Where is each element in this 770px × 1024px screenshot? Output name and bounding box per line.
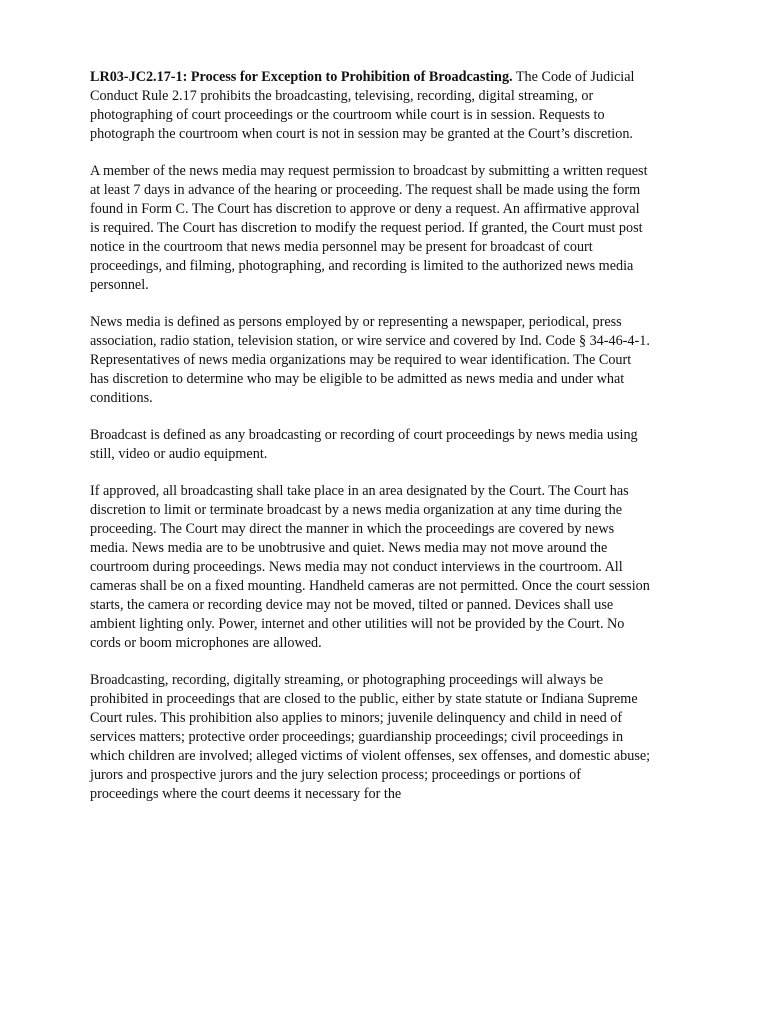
paragraph-news-media-definition: News media is defined as persons employed by or representing a newspaper, periodical, press association, radio station, television station, or wire service and covered by Ind. Code § 34-46-4-1. Representatives of news media organizations may be required to wear identification. The Court has discretion to determine who may be eligible to be admitted as news media and under what conditions. <box>90 314 650 406</box>
rule-heading: LR03-JC2.17-1: Process for Exception to Prohibition of Broadcasting. <box>90 69 513 85</box>
paragraph-prohibitions: Broadcasting, recording, digitally streaming, or photographing proceedings will always be prohibited in proceedings that are closed to the public, either by state statute or Indiana Supreme Court rules. This prohibition also applies to minors; juvenile delinquency and child in need of services matters; protective order proceedings; guardianship proceedings; civil proceedings in which children are involved; alleged victims of violent offenses, sex offenses, and domestic abuse; jurors and prospective jurors and the jury selection process; proceedings or portions of proceedings where the court deems it necessary for the <box>90 672 651 802</box>
paragraph-approval-conditions: If approved, all broadcasting shall take place in an area designated by the Court. The Court has discretion to limit or terminate broadcast by a news media organization at any time during the proceeding. The Court may direct the manner in which the proceedings are covered by news media. News media are to be unobtrusive and quiet. News media may not move around the courtroom during proceedings. News media may not conduct interviews in the courtroom. All cameras shall be on a fixed mounting. Handheld cameras are not permitted. Once the court session starts, the camera or recording device may not be moved, tilted or panned. Devices shall use ambient lighting only. Power, internet and other utilities will not be provided by the Court. No cords or boom microphones are allowed. <box>90 483 650 651</box>
paragraph-request-process: A member of the news media may request permission to broadcast by submitting a written request at least 7 days in advance of the hearing or proceeding. The request shall be made using the form found in Form C. The Court has discretion to approve or deny a request. An affirmative approval is required. The Court has discretion to modify the request period. If granted, the Court must post notice in the courtroom that news media personnel may be present for broadcast of court proceedings, and filming, photographing, and recording is limited to the authorized news media personnel. <box>90 163 648 293</box>
paragraph-broadcast-definition: Broadcast is defined as any broadcasting or recording of court proceedings by news media using still, video or audio equipment. <box>90 427 638 462</box>
paragraph-text: The Code of Judicial Conduct Rule 2.17 prohibits the broadcasting, televising, recording, digital streaming, or photographing of court proceedings or the courtroom while court is in session. Requests to photograph the courtroom when court is not in session may be granted at the Court’s discretion. <box>90 69 635 142</box>
paragraph-rule-intro <box>90 68 652 144</box>
document-body <box>90 68 652 822</box>
